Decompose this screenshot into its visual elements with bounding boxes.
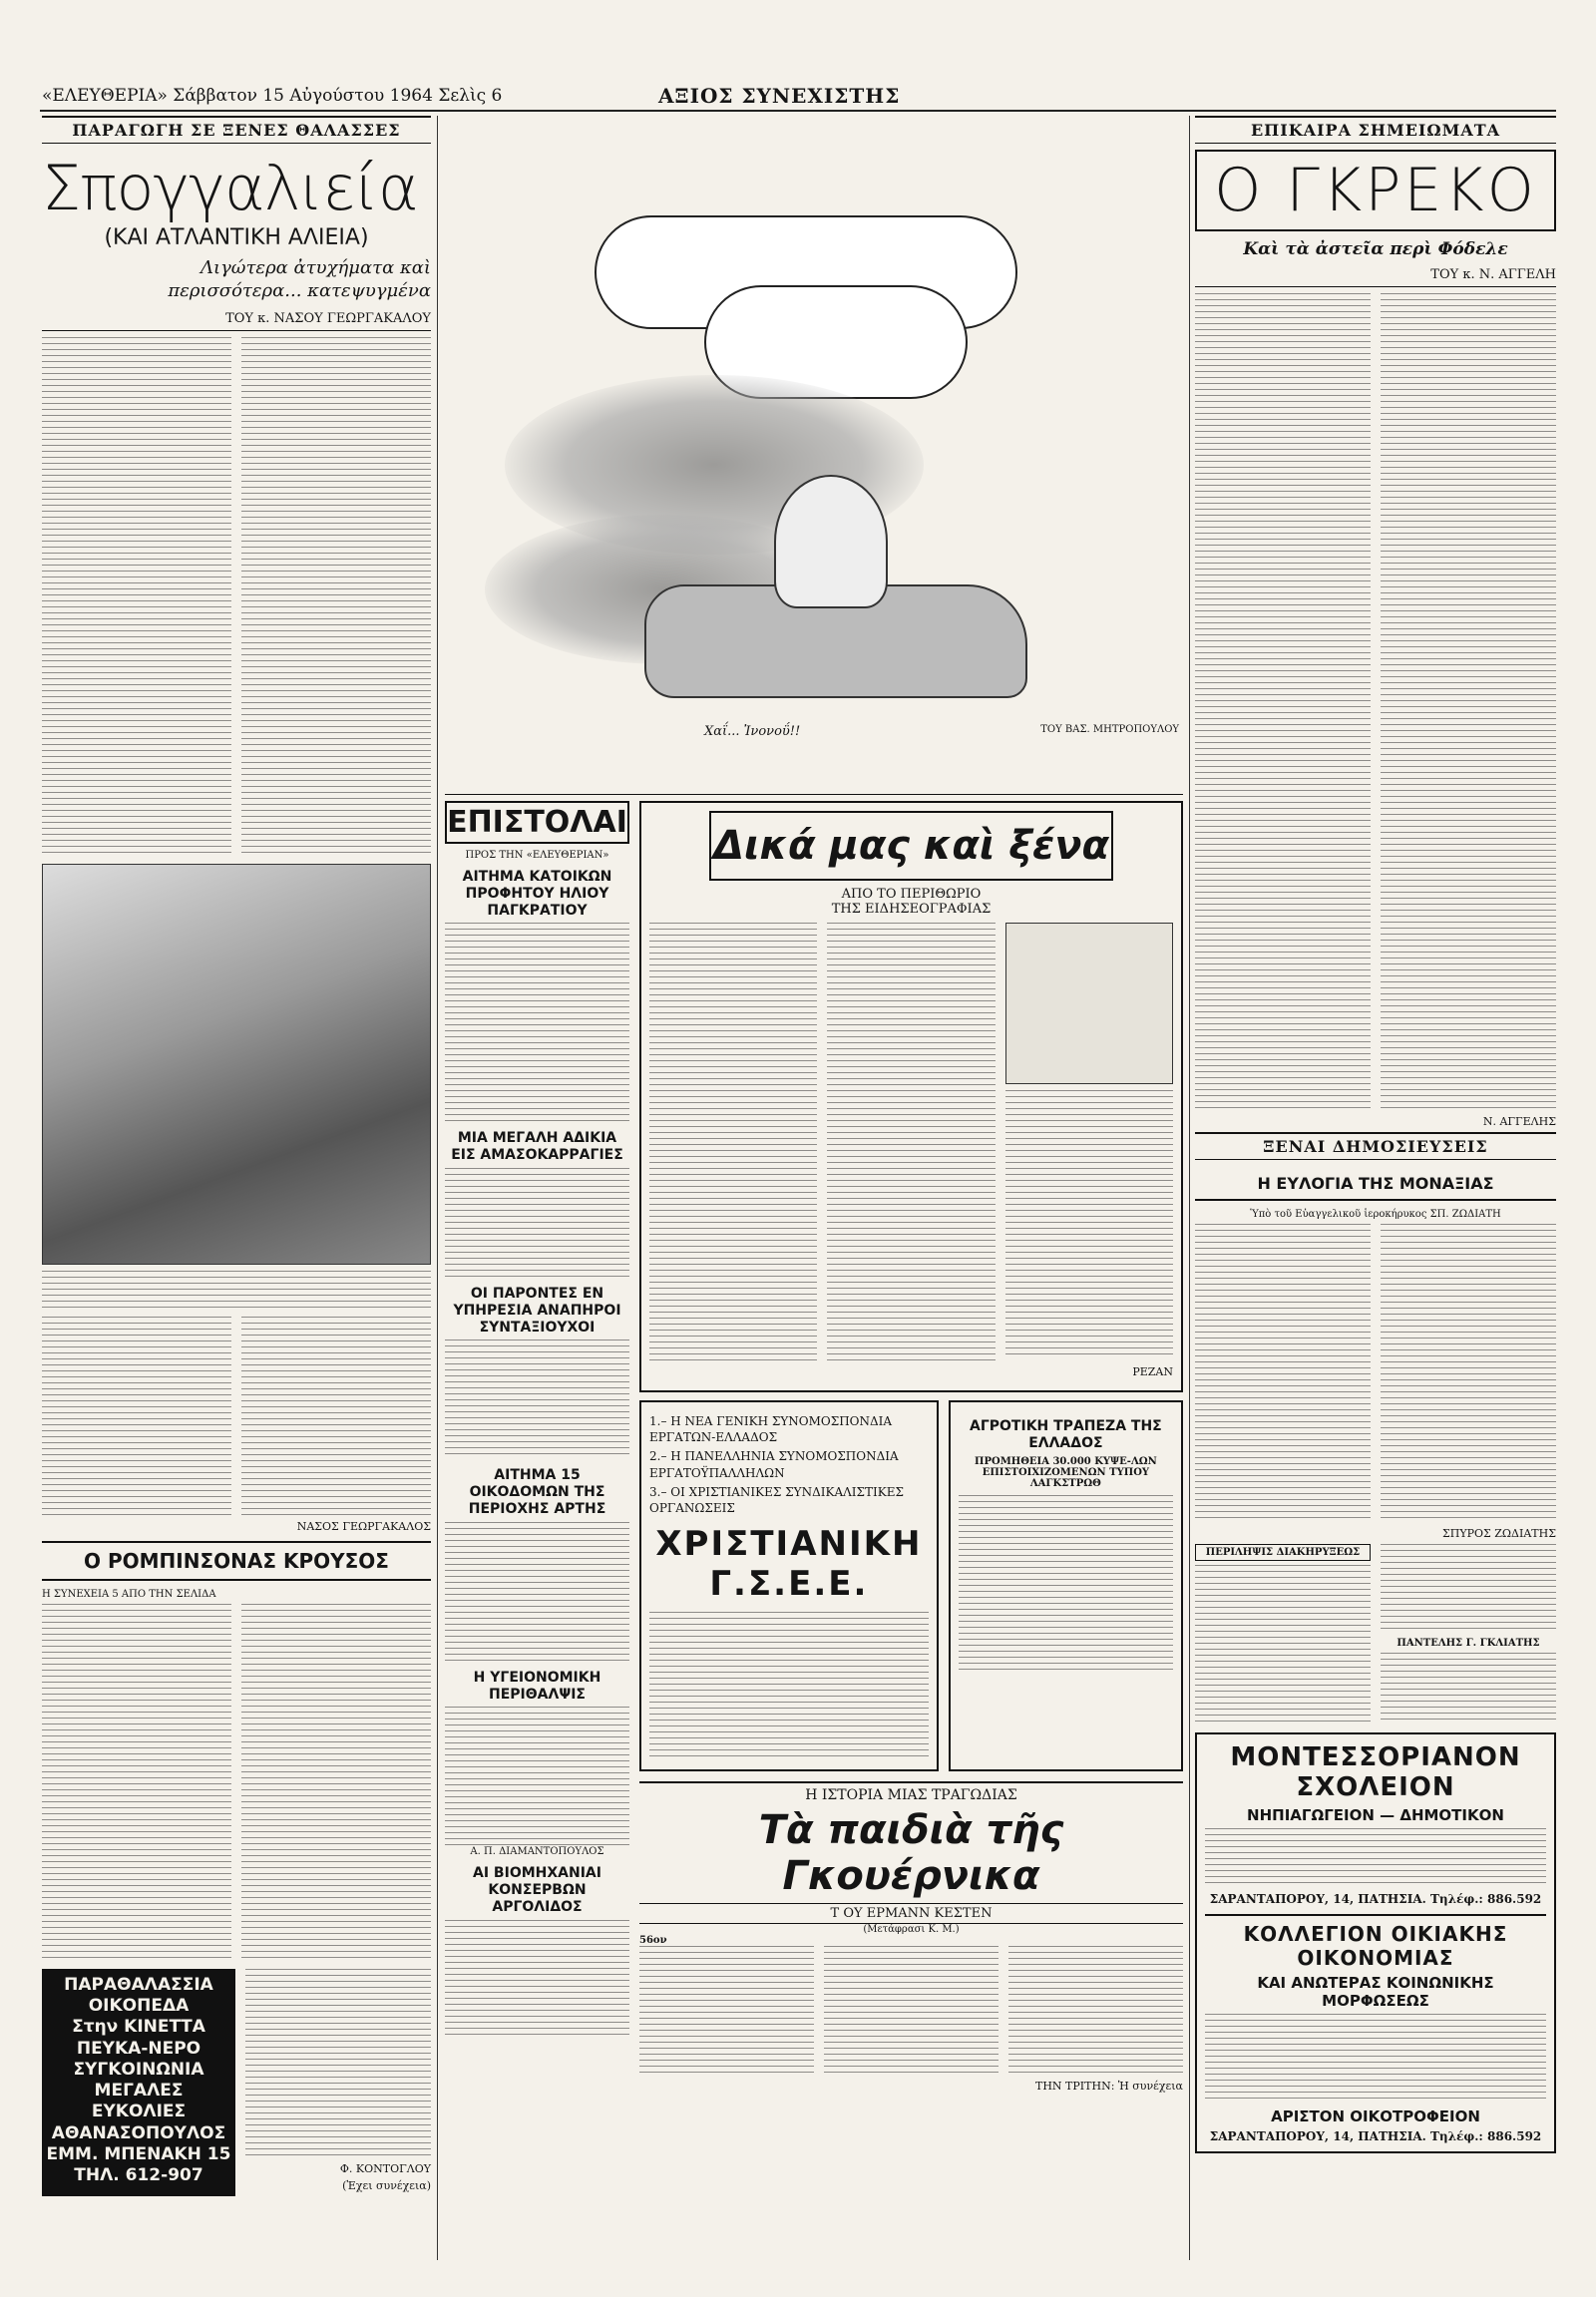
letter-heading: ΑΙΤΗΜΑ ΚΑΤΟΙΚΩΝ ΠΡΟΦΗΤΟΥ ΗΛΙΟΥ ΠΑΓΚΡΑΤΙΟΥ — [462, 869, 612, 919]
bank-title: ΑΓΡΟΤΙΚΗ ΤΡΑΠΕΖΑ ΤΗΣ ΕΛΛΑΔΟΣ — [970, 1418, 1162, 1451]
gsee-text — [649, 1612, 929, 1761]
gkreko-subtitle: Καὶ τὰ ἀστεῖα περὶ Φόδελε — [1243, 239, 1508, 259]
dika-signature: ΡΕΖΑΝ — [1132, 1365, 1173, 1378]
college-boarding: ΑΡΙΣΤΟΝ ΟΙΚΟΤΡΟΦΕΙΟΝ — [1271, 2107, 1480, 2125]
body-text-column — [1381, 1224, 1556, 1523]
column-rule — [1189, 116, 1190, 2260]
dika-subtitle: ΤΗΣ ΕΙΔΗΣΕΟΓΡΑΦΙΑΣ — [831, 902, 992, 917]
body-text-column — [42, 1604, 231, 1963]
column-right — [1195, 116, 1556, 2153]
body-text-column — [1005, 1090, 1173, 1359]
page-header-center: ΑΞΙΟΣ ΣΥΝΕΧΙΣΤΗΣ — [658, 84, 901, 108]
tragedy-article — [639, 1781, 1183, 2093]
eulogy-byline: Ὑπὸ τοῦ Εὐαγγελικοῦ ἱεροκήρυκος ΣΠ. ΖΩΔΙΑΤΗ — [1250, 1209, 1501, 1220]
notices-text — [1195, 1565, 1371, 1724]
body-text-column — [827, 923, 995, 1361]
figure-shape — [774, 475, 888, 608]
gsee-item: 1.– Η ΝΕΑ ΓΕΝΙΚΗ ΣΥΝΟΜΟΣΠΟΝΔΙΑ ΕΡΓΑΤΩΝ-ΕΛΛΑΔΟΣ — [649, 1414, 893, 1445]
tragedy-title: Τὰ παιδιὰ τῆς Γκουέρνικα — [758, 1807, 1064, 1900]
bank-text — [959, 1495, 1173, 1675]
article-deck: Λιγώτερα ἀτυχήματα καὶ περισσότερα... κατεψυγμένα — [168, 257, 431, 302]
ad-line: ΤΗΛ. 612-907 — [74, 2165, 203, 2186]
foreign-kicker: ΞΕΝΑΙ ΔΗΜΟΣΙΕΥΣΕΙΣ — [1195, 1132, 1556, 1160]
letter-heading: ΑΙΤΗΜΑ 15 ΟΙΚΟΔΟΜΩΝ ΤΗΣ ΠΕΡΙΟΧΗΣ ΑΡΤΗΣ — [468, 1467, 606, 1517]
ad-line: ΜΕΓΑΛΕΣ ΕΥΚΟΛΙΕΣ — [91, 2081, 187, 2122]
cartoon-credit: ΤΟΥ ΒΑΣ. ΜΗΤΡΟΠΟΥΛΟΥ — [1040, 724, 1179, 735]
montessori-title: ΜΟΝΤΕΣΣΟΡΙΑΝΟΝ ΣΧΟΛΕΙΟΝ — [1230, 1742, 1521, 1802]
letters-column — [445, 801, 629, 2097]
body-text-column — [1381, 293, 1556, 1111]
body-text-column — [639, 1946, 814, 2076]
notice-text — [1381, 1544, 1556, 1634]
letter-text — [445, 1522, 629, 1662]
robinson-signature: Φ. ΚΟΝΤΟΓΛΟΥ — [339, 2161, 431, 2175]
letter-text — [445, 1707, 629, 1846]
article-body — [42, 337, 431, 856]
dika-title: Δικά μας καὶ ξένα — [709, 811, 1113, 881]
political-cartoon — [445, 116, 1183, 795]
tragedy-kicker: Η ΙΣΤΟΡΙΑ ΜΙΑΣ ΤΡΑΓΩΔΙΑΣ — [805, 1787, 1017, 1804]
body-text-column — [42, 1317, 231, 1516]
body-text-column — [1195, 1224, 1371, 1523]
notices-title: ΠΕΡΙΛΗΨΙΣ ΔΙΑΚΗΡΥΞΕΩΣ — [1195, 1544, 1371, 1561]
ad-line: ΕΜΜ. ΜΠΕΝΑΚΗ 15 — [46, 2143, 231, 2164]
letter-heading: ΑΙ ΒΙΟΜΗΧΑΝΙΑΙ ΚΟΝΣΕΡΒΩΝ ΑΡΓΟΛΙΔΟΣ — [473, 1865, 601, 1915]
article-kicker: ΠΑΡΑΓΩΓΗ ΣΕ ΞΕΝΕΣ ΘΑΛΑΣΣΕΣ — [42, 116, 431, 144]
gkreko-title: Ο ΓΚΡΕΚΟ — [1195, 150, 1556, 231]
body-text-column — [1195, 293, 1371, 1111]
bank-line: ΠΡΟΜΗΘΕΙΑ 30.000 ΚΥΨΕ-ΛΩΝ ΕΠΙΣΤΟΙΧΙΖΟΜΕΝΩΝ ΤΥΠΟΥ ΛΑΓΚΣΤΡΩΘ — [975, 1455, 1157, 1489]
column-left — [42, 116, 431, 2196]
montessori-sub: ΝΗΠΙΑΓΩΓΕΙΟΝ — ΔΗΜΟΤΙΚΟΝ — [1247, 1806, 1504, 1824]
body-text-column — [824, 1946, 998, 2076]
body-text-column — [245, 1969, 431, 2158]
tragedy-translator: (Μετάφρασι Κ. Μ.) — [863, 1924, 960, 1936]
ad-line: Στην ΚΙΝΕΤΤΑ — [72, 2017, 205, 2038]
article-body-continued — [42, 1317, 431, 1516]
robinson-title: Ο ΡΟΜΠΙΝΣΟΝΑΣ ΚΡΟΥΣΟΣ — [42, 1541, 431, 1581]
notes-kicker: ΕΠΙΚΑΙΡΑ ΣΗΜΕΙΩΜΑΤΑ — [1195, 116, 1556, 144]
tragedy-byline: Τ ΟΥ ΕΡΜΑΝΝ ΚΕΣΤΕΝ — [639, 1903, 1183, 1924]
montessori-ad — [1195, 1732, 1556, 2153]
cartoon-caption: Χαΐ... Ἰνονοΰ!! — [704, 724, 801, 739]
body-text-column — [241, 1604, 431, 1963]
letter-signer: Α. Π. ΔΙΑΜΑΝΤΟΠΟΥΛΟΣ — [470, 1846, 604, 1858]
letters-title: ΕΠΙΣΤΟΛΑΙ — [445, 801, 629, 844]
montessori-text — [1205, 1828, 1546, 1888]
column-rule — [437, 116, 438, 2260]
pantelis-name: ΠΑΝΤΕΛΗΣ Γ. ΓΚΛΙΑΤΗΣ — [1396, 1638, 1540, 1649]
column-center — [445, 116, 1183, 2097]
college-sub: ΚΑΙ ΑΝΩΤΕΡΑΣ ΚΟΙΝΩΝΙΚΗΣ ΜΟΡΦΩΣΕΩΣ — [1257, 1974, 1494, 2010]
ad-line: ΣΥΓΚΟΙΝΩΝΙΑ — [73, 2059, 204, 2080]
center-lower — [445, 801, 1183, 2097]
gkreko-signature: Ν. ΑΓΓΕΛΗΣ — [1482, 1115, 1556, 1128]
article-title: Σπογγαλιεία — [42, 152, 418, 224]
photo-caption-text — [42, 1271, 431, 1311]
ad-line: ΟΙΚΟΠΕΔΑ — [88, 1996, 190, 2017]
body-text-column — [241, 337, 431, 856]
eulogy-title: Η ΕΥΛΟΓΙΑ ΤΗΣ ΜΟΝΑΞΙΑΣ — [1195, 1168, 1556, 1201]
letter-heading: ΟΙ ΠΑΡΟΝΤΕΣ ΕΝ ΥΠΗΡΕΣΙΑ ΑΝΑΠΗΡΟΙ ΣΥΝΤΑΞΙΟΥΧΟΙ — [453, 1285, 621, 1336]
college-text — [1205, 2014, 1546, 2104]
gsee-box — [639, 1400, 939, 1771]
gsee-item: 3.– ΟΙ ΧΡΙΣΤΙΑΝΙΚΕΣ ΣΥΝΔΙΚΑΛΙΣΤΙΚΕΣ ΟΡΓΑΝΩΣΕΙΣ — [649, 1484, 904, 1515]
body-text-column — [1008, 1946, 1183, 2076]
dika-box — [639, 801, 1183, 1392]
letter-text — [445, 923, 629, 1122]
bank-box — [949, 1400, 1183, 1771]
gsee-item: 2.– Η ΠΑΝΕΛΛΗΝΙΑ ΣΥΝΟΜΟΣΠΟΝΔΙΑ ΕΡΓΑΤΟΫΠΑΛΛΗΛΩΝ — [649, 1449, 899, 1480]
body-text-column — [241, 1317, 431, 1516]
college-address: ΣΑΡΑΝΤΑΠΟΡΟΥ, 14, ΠΑΤΗΣΙΑ. Τηλέφ.: 886.592 — [1209, 2129, 1542, 2143]
article-byline: ΤΟΥ κ. ΝΑΣΟΥ ΓΕΩΡΓΑΚΑΛΟΥ — [42, 311, 431, 331]
property-ad — [42, 1969, 235, 2196]
ad-line: ΑΘΑΝΑΣΟΠΟΥΛΟΣ — [51, 2122, 226, 2143]
letter-text — [445, 1920, 629, 2040]
ad-line: ΠΑΡΑΘΑΛΑΣΣΙΑ — [64, 1974, 213, 1995]
robinson-bottom — [42, 1969, 431, 2196]
tragedy-part: 56ον — [639, 1935, 667, 1947]
gsee-title: ΧΡΙΣΤΙΑΝΙΚΗ Γ.Σ.Ε.Ε. — [655, 1524, 923, 1605]
robinson-body — [42, 1604, 431, 1963]
dika-column — [639, 801, 1183, 2097]
letters-to: ΠΡΟΣ ΤΗΝ «ΕΛΕΥΘΕΡΙΑΝ» — [465, 850, 609, 861]
body-text-column — [42, 337, 231, 856]
robinson-continued: (Ἐχει συνέχεια) — [342, 2178, 431, 2192]
notice-text — [1381, 1653, 1556, 1723]
header-rule — [40, 110, 1556, 112]
letter-text — [445, 1340, 629, 1459]
eulogy-signature: ΣΠΥΡΟΣ ΖΩΔΙΑΤΗΣ — [1441, 1527, 1556, 1540]
tragedy-continued: ΤΗΝ ΤΡΙΤΗΝ: Ἡ συνέχεια — [1035, 2080, 1183, 2094]
robinson-note: Η ΣΥΝΕΧΕΙΑ 5 ΑΠΟ ΤΗΝ ΣΕΛΙΔΑ — [42, 1588, 216, 1600]
sponge-divers-photo — [42, 864, 431, 1265]
article-subtitle: (ΚΑΙ ΑΤΛΑΝΤΙΚΗ ΑΛΙΕΙΑ) — [104, 225, 369, 250]
article-signature: ΝΑΣΟΣ ΓΕΩΡΓΑΚΑΛΟΣ — [296, 1519, 431, 1533]
montessori-address: ΣΑΡΑΝΤΑΠΟΡΟΥ, 14, ΠΑΤΗΣΙΑ. Τηλέφ.: 886.592 — [1209, 1892, 1542, 1906]
page-header-left: «ΕΛΕΥΘΕΡΙΑ» Σάββατον 15 Αὐγούστου 1964 Σελὶς 6 — [42, 86, 503, 106]
body-text-column — [649, 923, 817, 1361]
ad-line: ΠΕΥΚΑ-ΝΕΡΟ — [76, 2038, 201, 2059]
gkreko-byline: ΤΟΥ κ. Ν. ΑΓΓΕΛΗ — [1195, 267, 1556, 287]
letter-heading: ΜΙΑ ΜΕΓΑΛΗ ΑΔΙΚΙΑ ΕΙΣ ΑΜΑΣΟΚΑΡΡΑΓΙΕΣ — [451, 1130, 623, 1164]
illustration-tree — [1005, 923, 1173, 1084]
letter-text — [445, 1168, 629, 1278]
letter-heading: Η ΥΓΕΙΟΝΟΜΙΚΗ ΠΕΡΙΘΑΛΨΙΣ — [473, 1669, 601, 1703]
college-title: ΚΟΛΛΕΓΙΟΝ ΟΙΚΙΑΚΗΣ ΟΙΚΟΝΟΜΙΑΣ — [1243, 1922, 1508, 1970]
dika-subtitle: ΑΠΟ ΤΟ ΠΕΡΙΘΩΡΙΟ — [841, 887, 982, 902]
